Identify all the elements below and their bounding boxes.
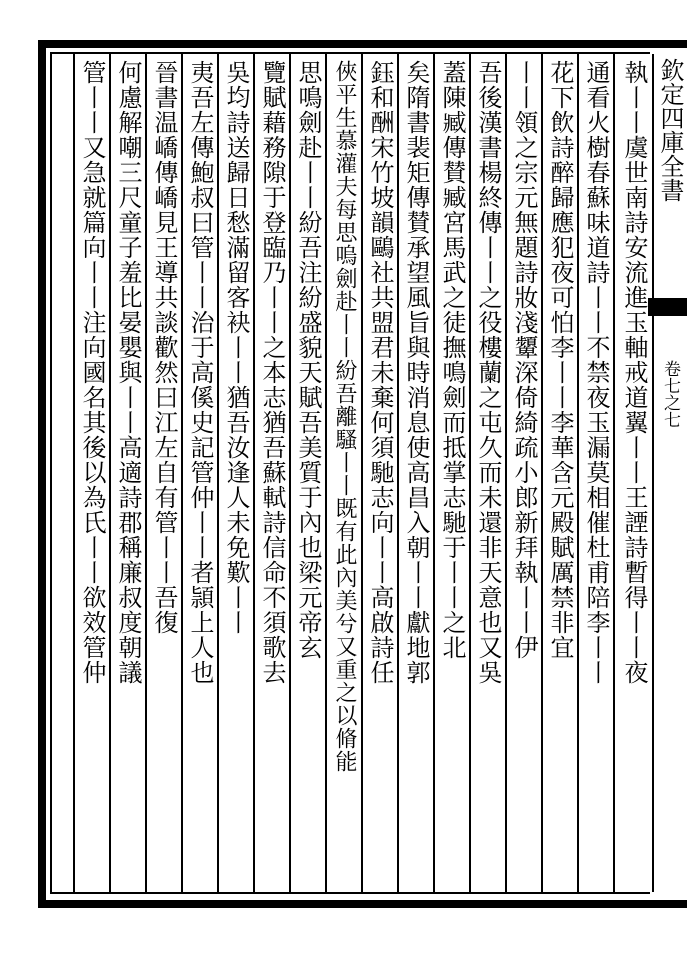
text-column: 俠平生慕灌夫每思嗚劍赴丨丨紛吾離騷丨丨既有此內美兮又重之以脩能 <box>332 60 357 773</box>
text-column: 花下飲詩醉歸應犯夜可怕李丨丨李華含元殿賦厲禁非宜 <box>546 60 574 660</box>
fishtail-mark <box>648 298 687 316</box>
text-column: 思鳴劍赴丨丨紛吾注紛盛貌天賦吾美質于內也梁元帝玄 <box>294 60 322 660</box>
text-column: 晉書温嶠傳嶠見王導共談歡然曰江左自有管丨丨吾復 <box>150 60 178 635</box>
text-column: 通看火樹春蘇味道詩丨丨不禁夜玉漏莫相催杜甫陪李丨丨 <box>582 60 610 685</box>
text-column: 丨丨領之宗元無題詩妝淺顰深倚綺疏小郎新拜執丨丨伊 <box>510 60 538 660</box>
text-column: 管丨丨又急就篇向丨丨注向國名其後以為氏丨丨欲效管仲 <box>78 60 106 685</box>
text-column: 何慮解嘲三尺童子羞比晏嬰與丨丨高適詩郡稱廉叔度朝議 <box>114 60 142 685</box>
text-column: 吾後漢書楊終傳丨丨之役樓蘭之屯久而未還非天意也又吳 <box>474 60 502 685</box>
text-column: 吳均詩送歸日愁滿留客袂丨丨猶吾汝逢人未免歎丨丨 <box>222 60 250 635</box>
text-column: 鈺和酬宋竹坡韻鷗社共盟君未棄何須馳志向丨丨高啟詩任 <box>366 60 394 685</box>
text-column: 執丨丨虞世南詩安流進玉軸戒道翼丨丨王諲詩暫得丨丨夜 <box>620 60 648 685</box>
text-column: 矣隋書裴矩傳賛承望風旨與時消息使高昌入朝丨丨獻地郭 <box>402 60 430 685</box>
chapter-label: 卷七之七 <box>660 360 680 428</box>
text-column: 覽賦藉務隙于登臨乃丨丨之本志猶吾蘇軾詩信命不須歌去 <box>258 60 286 685</box>
text-column: 蓋陳臧傳賛臧宮馬武之徒撫鳴劍而抵掌志馳于丨丨之北 <box>438 60 466 660</box>
book-title: 欽定四庫全書 <box>656 58 684 202</box>
text-column: 夷吾左傳鮑叔曰管丨丨治于高傒史記管仲丨丨者頴上人也 <box>186 60 214 685</box>
